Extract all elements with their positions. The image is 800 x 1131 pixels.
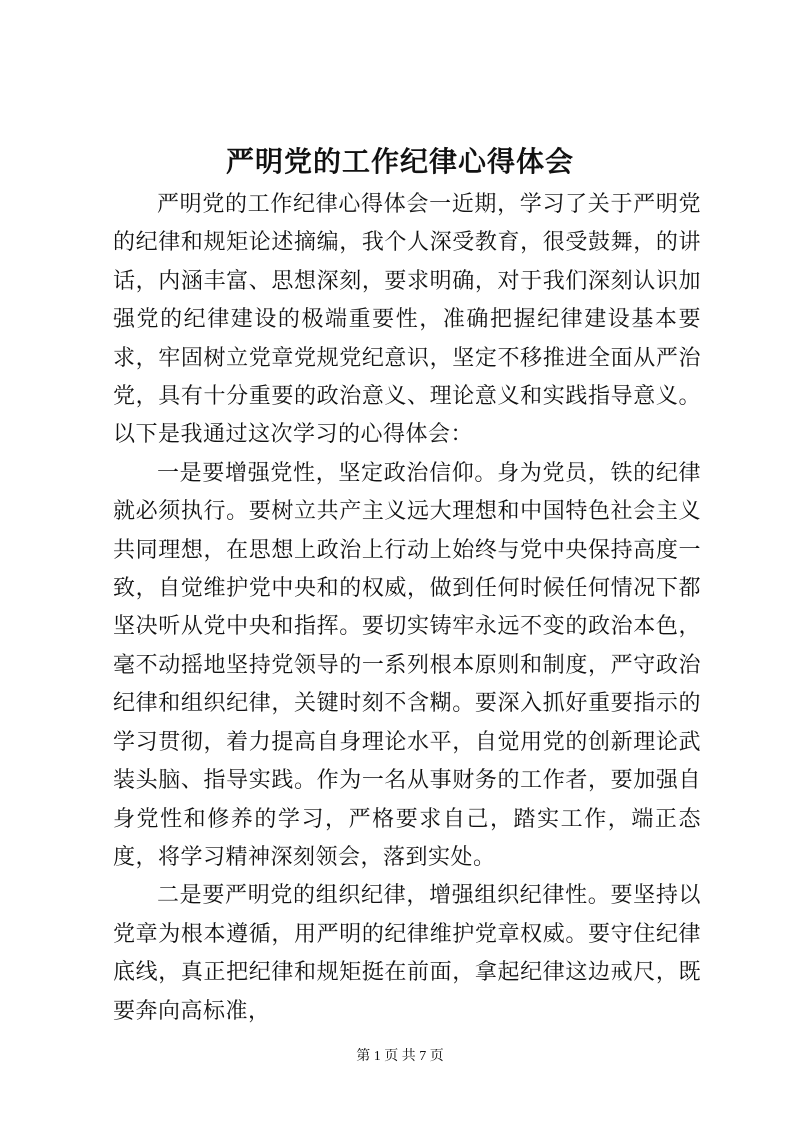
paragraph-point-one: 一是要增强党性，坚定政治信仰。身为党员，铁的纪律就必须执行。要树立共产主义远大理想和中国特色社会主义共同理想，在思想上政治上行动上始终与党中央保持高度一致，自觉维护党中央和的权威，做到任何时候任何情况下都坚决听从党中央和指挥。要切实铸牢永远不变的政治本色，毫不动摇地坚持党领导的一系列根本原则和制度，严守政治纪律和组织纪律，关键时刻不含糊。要深入抓好重要指示的学习贯彻，着力提高自身理论水平，自觉用党的创新理论武装头脑、指导实践。作为一名从事财务的工作者，要加强自身党性和修养的学习，严格要求自己，踏实工作，端正态度，将学习精神深刻领会，落到实处。 xyxy=(113,460,701,870)
paragraph-point-two: 二是要严明党的组织纪律，增强组织纪律性。要坚持以党章为根本遵循，用严明的纪律维护党章权威。要守住纪律底线，真正把纪律和规矩挺在前面，拿起纪律这边戒尺，既要奔向高标准， xyxy=(113,883,701,1024)
document-body xyxy=(113,186,701,1031)
paragraph-intro: 严明党的工作纪律心得体会一近期，学习了关于严明党的纪律和规矩论述摘编，我个人深受教育，很受鼓舞，的讲话，内涵丰富、思想深刻，要求明确，对于我们深刻认识加强党的纪律建设的极端重要性，准确把握纪律建设基本要求，牢固树立党章党规党纪意识，坚定不移推进全面从严治党，具有十分重要的政治意义、理论意义和实践指导意义。以下是我通过这次学习的心得体会： xyxy=(113,192,701,448)
page-footer: 第 1 页 共 7 页 xyxy=(356,1049,444,1064)
document-title: 严明党的工作纪律心得体会 xyxy=(225,145,574,178)
